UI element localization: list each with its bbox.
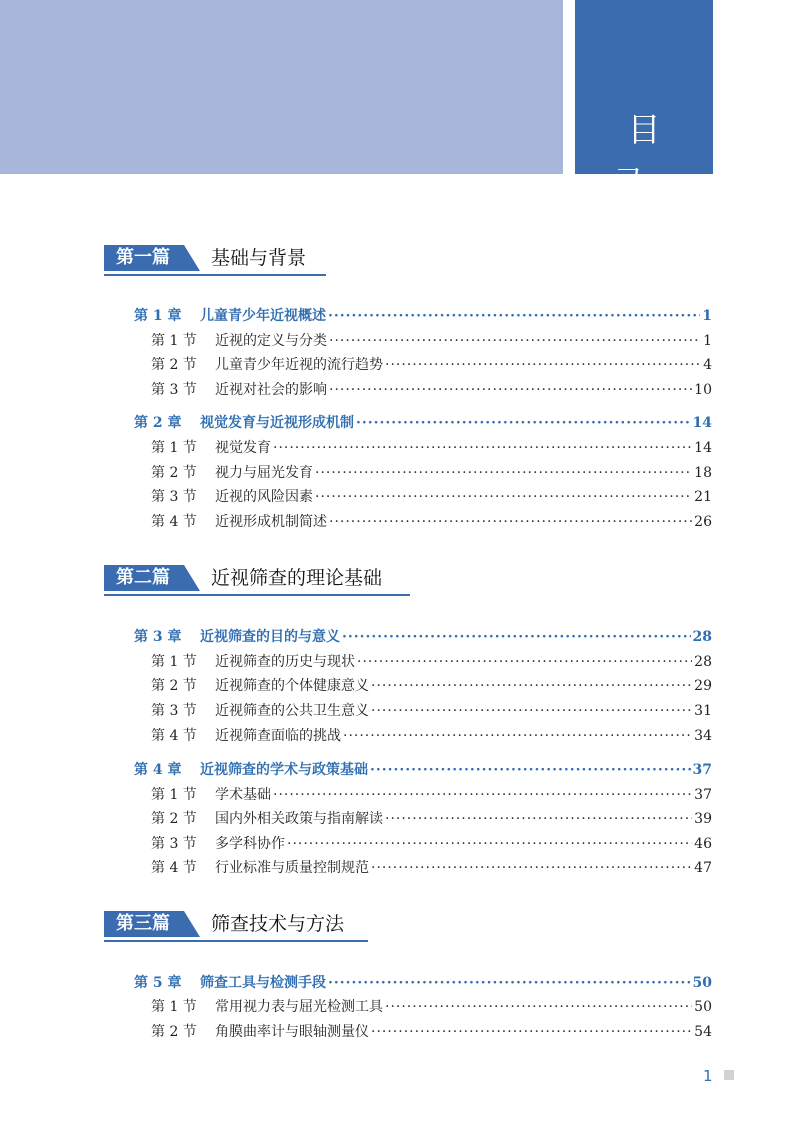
toc-chapter[interactable] bbox=[134, 974, 712, 992]
chapter-page: 14 bbox=[692, 415, 712, 431]
toc-section[interactable] bbox=[151, 702, 712, 720]
section-page: 29 bbox=[694, 678, 712, 694]
leader-dots bbox=[342, 628, 691, 646]
section-label: 第 3 节 bbox=[151, 382, 197, 398]
section-title: 近视的风险因素 bbox=[215, 489, 313, 505]
section-label: 第 1 节 bbox=[151, 654, 197, 670]
section-title: 学术基础 bbox=[215, 787, 271, 803]
section-title: 近视形成机制简述 bbox=[215, 514, 327, 530]
section-label: 第 4 节 bbox=[151, 860, 197, 876]
section-label: 第 4 节 bbox=[151, 514, 197, 530]
tag-chevron-icon bbox=[180, 565, 200, 591]
part-title: 近视筛查的理论基础 bbox=[211, 567, 383, 589]
section-page: 50 bbox=[694, 999, 712, 1015]
toc-chapter[interactable] bbox=[134, 307, 712, 325]
toc-section[interactable] bbox=[151, 488, 712, 506]
tag-chevron-icon bbox=[180, 911, 200, 937]
part-label-tag bbox=[104, 245, 184, 271]
toc-section[interactable] bbox=[151, 835, 712, 853]
section-label: 第 1 节 bbox=[151, 440, 197, 456]
leader-dots bbox=[273, 786, 692, 804]
part-label-tag bbox=[104, 911, 184, 937]
chapter-label: 第 2 章 bbox=[134, 415, 182, 431]
section-label: 第 4 节 bbox=[151, 728, 197, 744]
leader-dots bbox=[371, 702, 692, 720]
chapter-title: 筛查工具与检测手段 bbox=[200, 975, 326, 991]
section-page: 46 bbox=[694, 836, 712, 852]
chapter-title: 视觉发育与近视形成机制 bbox=[200, 415, 354, 431]
leader-dots bbox=[273, 439, 692, 457]
section-page: 10 bbox=[694, 382, 712, 398]
section-page: 28 bbox=[694, 654, 712, 670]
section-label: 第 2 节 bbox=[151, 678, 197, 694]
toc-section[interactable] bbox=[151, 513, 712, 531]
section-page: 47 bbox=[694, 860, 712, 876]
chapter-title: 儿童青少年近视概述 bbox=[200, 308, 326, 324]
leader-dots bbox=[343, 727, 692, 745]
toc-chapter[interactable] bbox=[134, 761, 712, 779]
chapter-page: 28 bbox=[692, 629, 712, 645]
section-label: 第 3 节 bbox=[151, 489, 197, 505]
part-label: 第二篇 bbox=[116, 567, 170, 588]
leader-dots bbox=[385, 998, 692, 1016]
section-label: 第 2 节 bbox=[151, 811, 197, 827]
leader-dots bbox=[287, 835, 692, 853]
section-title: 行业标准与质量控制规范 bbox=[215, 860, 369, 876]
part-label: 第三篇 bbox=[116, 913, 170, 934]
toc-section[interactable] bbox=[151, 998, 712, 1016]
tag-chevron-icon bbox=[180, 245, 200, 271]
section-label: 第 1 节 bbox=[151, 333, 197, 349]
section-page: 1 bbox=[703, 333, 712, 349]
toc-section[interactable] bbox=[151, 727, 712, 745]
part-label-tag bbox=[104, 565, 184, 591]
header-band-light bbox=[0, 0, 563, 174]
section-label: 第 3 节 bbox=[151, 836, 197, 852]
leader-dots bbox=[371, 859, 692, 877]
part-label: 第一篇 bbox=[116, 247, 170, 268]
section-title: 近视筛查的个体健康意义 bbox=[215, 678, 369, 694]
leader-dots bbox=[371, 677, 692, 695]
toc-section[interactable] bbox=[151, 677, 712, 695]
section-page: 37 bbox=[694, 787, 712, 803]
chapter-page: 50 bbox=[692, 975, 712, 991]
section-label: 第 2 节 bbox=[151, 357, 197, 373]
section-label: 第 3 节 bbox=[151, 703, 197, 719]
leader-dots bbox=[328, 974, 691, 992]
section-title: 儿童青少年近视的流行趋势 bbox=[215, 357, 383, 373]
toc-section[interactable] bbox=[151, 332, 712, 350]
section-title: 常用视力表与屈光检测工具 bbox=[215, 999, 383, 1015]
section-page: 21 bbox=[694, 489, 712, 505]
toc-chapter[interactable] bbox=[134, 414, 712, 432]
section-title: 近视的定义与分类 bbox=[215, 333, 327, 349]
chapter-page: 1 bbox=[702, 308, 712, 324]
section-title: 视力与屈光发育 bbox=[215, 465, 313, 481]
leader-dots bbox=[315, 464, 692, 482]
leader-dots bbox=[329, 332, 701, 350]
chapter-label: 第 5 章 bbox=[134, 975, 182, 991]
toc-section[interactable] bbox=[151, 810, 712, 828]
chapter-label: 第 3 章 bbox=[134, 629, 182, 645]
chapter-label: 第 1 章 bbox=[134, 308, 182, 324]
section-title: 多学科协作 bbox=[215, 836, 285, 852]
section-page: 26 bbox=[694, 514, 712, 530]
chapter-title: 近视筛查的目的与意义 bbox=[200, 629, 340, 645]
toc-section[interactable] bbox=[151, 439, 712, 457]
toc-section[interactable] bbox=[151, 786, 712, 804]
section-page: 4 bbox=[703, 357, 712, 373]
section-title: 国内外相关政策与指南解读 bbox=[215, 811, 383, 827]
leader-dots bbox=[385, 810, 692, 828]
toc-chapter[interactable] bbox=[134, 628, 712, 646]
toc-section[interactable] bbox=[151, 859, 712, 877]
leader-dots bbox=[329, 381, 692, 399]
section-title: 视觉发育 bbox=[215, 440, 271, 456]
part-title: 筛查技术与方法 bbox=[211, 913, 345, 935]
toc-section[interactable] bbox=[151, 356, 712, 374]
chapter-page: 37 bbox=[692, 762, 712, 778]
section-label: 第 2 节 bbox=[151, 465, 197, 481]
toc-section[interactable] bbox=[151, 381, 712, 399]
section-page: 14 bbox=[694, 440, 712, 456]
section-label: 第 2 节 bbox=[151, 1024, 197, 1040]
section-page: 39 bbox=[694, 811, 712, 827]
section-title: 近视筛查的公共卫生意义 bbox=[215, 703, 369, 719]
section-label: 第 1 节 bbox=[151, 999, 197, 1015]
chapter-title: 近视筛查的学术与政策基础 bbox=[200, 762, 368, 778]
section-page: 18 bbox=[694, 465, 712, 481]
page-title: 目 录 bbox=[612, 110, 691, 203]
leader-dots bbox=[315, 488, 692, 506]
leader-dots bbox=[356, 414, 691, 432]
chapter-label: 第 4 章 bbox=[134, 762, 182, 778]
part-underline bbox=[104, 594, 410, 596]
leader-dots bbox=[329, 513, 692, 531]
leader-dots bbox=[370, 761, 691, 779]
section-title: 近视对社会的影响 bbox=[215, 382, 327, 398]
page-marker-square bbox=[724, 1070, 734, 1080]
section-page: 54 bbox=[694, 1024, 712, 1040]
toc-section[interactable] bbox=[151, 464, 712, 482]
leader-dots bbox=[328, 307, 700, 325]
part-title: 基础与背景 bbox=[211, 247, 307, 269]
section-page: 34 bbox=[694, 728, 712, 744]
section-title: 角膜曲率计与眼轴测量仪 bbox=[215, 1024, 369, 1040]
part-underline bbox=[104, 940, 368, 942]
leader-dots bbox=[357, 653, 692, 671]
toc-section[interactable] bbox=[151, 653, 712, 671]
section-title: 近视筛查面临的挑战 bbox=[215, 728, 341, 744]
section-title: 近视筛查的历史与现状 bbox=[215, 654, 355, 670]
section-label: 第 1 节 bbox=[151, 787, 197, 803]
toc-section[interactable] bbox=[151, 1023, 712, 1041]
leader-dots bbox=[385, 356, 701, 374]
page-number: 1 bbox=[703, 1067, 713, 1085]
section-page: 31 bbox=[694, 703, 712, 719]
part-underline bbox=[104, 274, 326, 276]
leader-dots bbox=[371, 1023, 692, 1041]
